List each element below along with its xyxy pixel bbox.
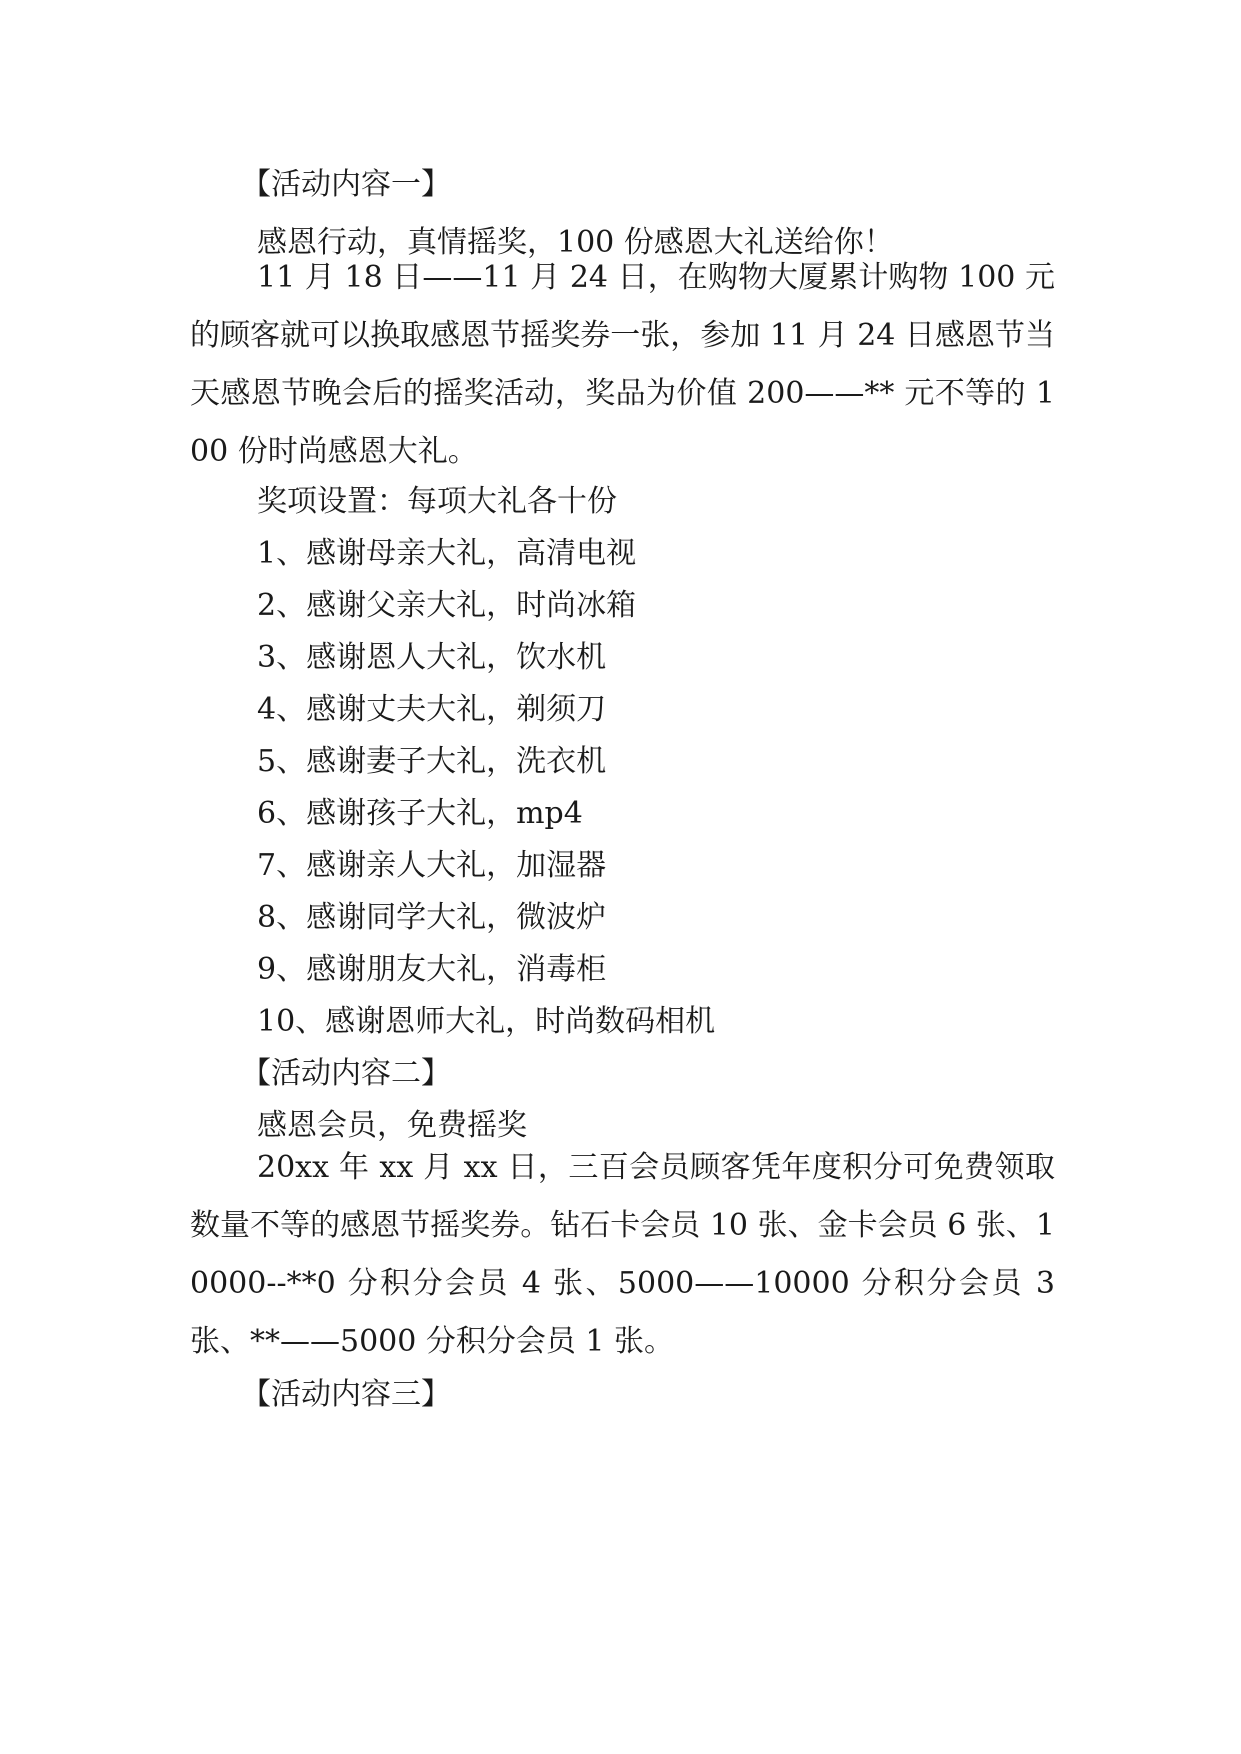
prize-item-4: 4、感谢丈夫大礼，剃须刀 xyxy=(257,692,607,727)
section2-slogan: 感恩会员，免费摇奖 xyxy=(257,1108,527,1143)
section1-paragraph: 11 月 18 日——11 月 24 日，在购物大厦累计购物 100 元的顾客就可以换取感恩节摇奖券一张，参加 11 月 24 日感恩节当天感恩节晚会后的摇奖活动，奖品为价值 200——** 元不等的 100 份时尚感恩大礼。 xyxy=(190,260,1055,469)
prize-item-3: 3、感谢恩人大礼，饮水机 xyxy=(257,640,607,675)
prize-intro: 奖项设置：每项大礼各十份 xyxy=(257,484,617,519)
section2-paragraph: 20xx 年 xx 月 xx 日，三百会员顾客凭年度积分可免费领取数量不等的感恩节摇奖券。钻石卡会员 10 张、金卡会员 6 张、10000--**0 分积分会员 4 张、5000——10000 分积分会员 3 张、**——5000 分积分会员 1 张。 xyxy=(190,1150,1055,1359)
prize-item-1: 1、感谢母亲大礼，高清电视 xyxy=(257,536,637,571)
prize-item-7: 7、感谢亲人大礼，加湿器 xyxy=(257,848,607,883)
section3-heading: 【活动内容三】 xyxy=(241,1377,451,1412)
prize-item-2: 2、感谢父亲大礼，时尚冰箱 xyxy=(257,588,637,623)
prize-item-8: 8、感谢同学大礼，微波炉 xyxy=(257,900,607,935)
prize-item-6: 6、感谢孩子大礼，mp4 xyxy=(257,796,583,831)
section2-heading: 【活动内容二】 xyxy=(241,1056,451,1091)
section1-heading: 【活动内容一】 xyxy=(241,167,451,202)
prize-item-9: 9、感谢朋友大礼，消毒柜 xyxy=(257,952,607,987)
prize-item-5: 5、感谢妻子大礼，洗衣机 xyxy=(257,744,607,779)
prize-item-10: 10、感谢恩师大礼，时尚数码相机 xyxy=(257,1004,716,1039)
section1-slogan: 感恩行动，真情摇奖，100 份感恩大礼送给你！ xyxy=(257,225,894,260)
